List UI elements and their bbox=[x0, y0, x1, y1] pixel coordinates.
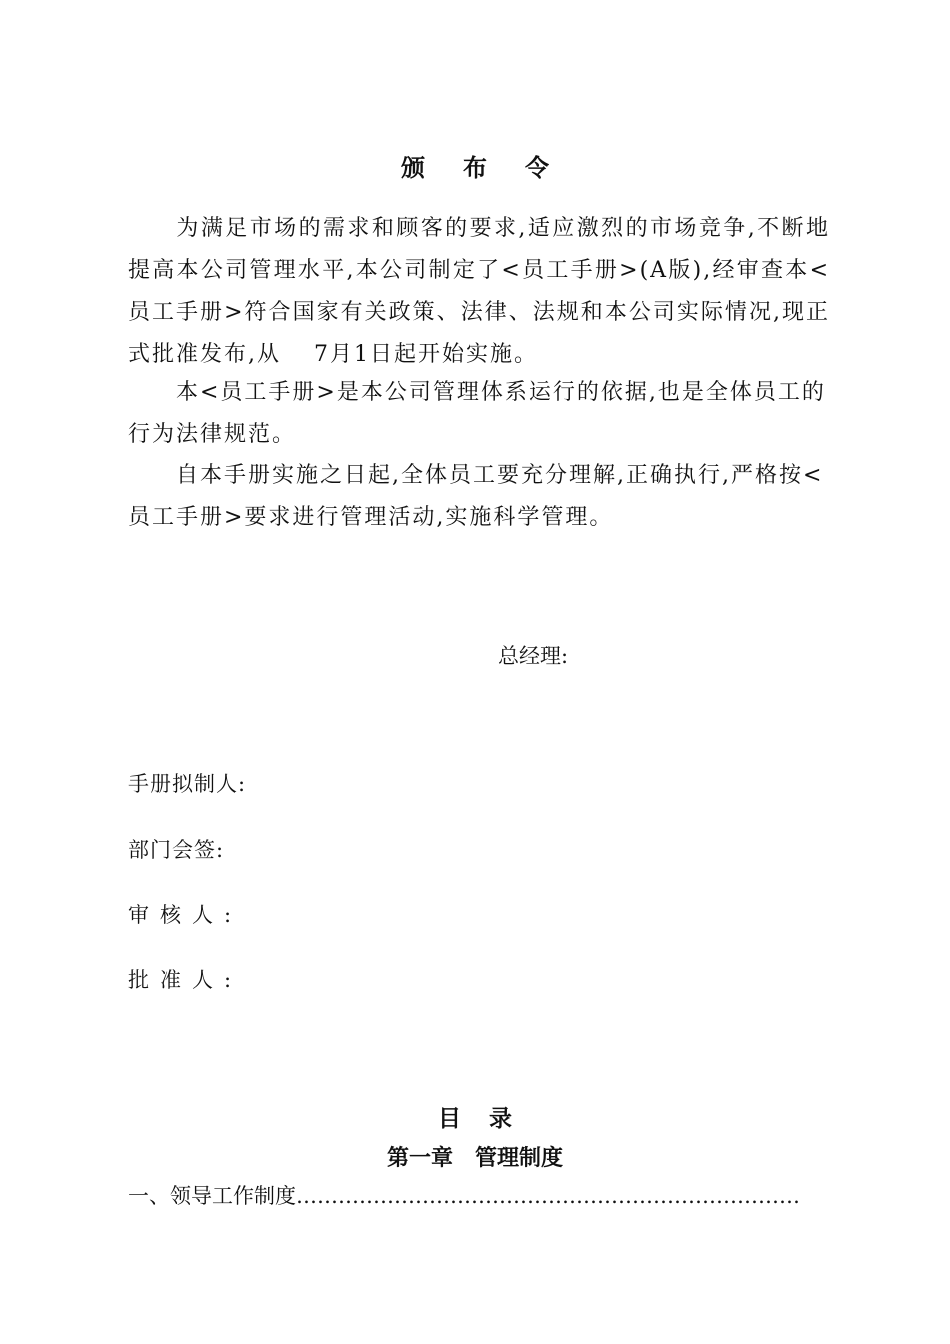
decree-title-char: 布 bbox=[463, 154, 487, 182]
decree-title bbox=[0, 148, 950, 183]
decree-title-char: 令 bbox=[525, 154, 549, 182]
paragraph-intro bbox=[128, 208, 830, 376]
paragraph-implementation bbox=[128, 455, 830, 539]
paragraph-basis bbox=[128, 372, 830, 456]
toc-title-char: 录 bbox=[489, 1106, 512, 1132]
toc-item[interactable] bbox=[128, 1180, 828, 1210]
toc-title-char: 目 bbox=[438, 1106, 461, 1132]
toc-chapter-heading: 第一章 管理制度 bbox=[386, 1146, 563, 1171]
signature-department: 部门会签: bbox=[128, 838, 225, 862]
signature-reviewer: 审核人: bbox=[128, 903, 243, 927]
paragraph-text: 自本手册实施之日起,全体员工要充分理解,正确执行,严格按<员工手册>要求进行管理活动,实施科学管理。 bbox=[128, 463, 824, 530]
signature-drafter: 手册拟制人: bbox=[128, 772, 247, 796]
toc-item-leader: ……………………………………………………………… bbox=[296, 1184, 800, 1208]
paragraph-text: 本<员工手册>是本公司管理体系运行的依据,也是全体员工的行为法律规范。 bbox=[128, 380, 826, 447]
signature-approver: 批准人: bbox=[128, 968, 243, 992]
paragraph-text: 为满足市场的需求和顾客的要求,适应激烈的市场竞争,不断地提高本公司管理水平,本公司制定了<员工手册>(A版),经审查本<员工手册>符合国家有关政策、法律、法规和本公司实际情况,现正式批准发布,从 7月1日起开始实施。 bbox=[128, 216, 830, 367]
toc-title bbox=[0, 1100, 950, 1133]
general-manager-label: 总经理: bbox=[498, 644, 569, 668]
decree-title-char: 颁 bbox=[401, 154, 425, 182]
toc-item-label: 一、领导工作制度 bbox=[128, 1184, 296, 1208]
